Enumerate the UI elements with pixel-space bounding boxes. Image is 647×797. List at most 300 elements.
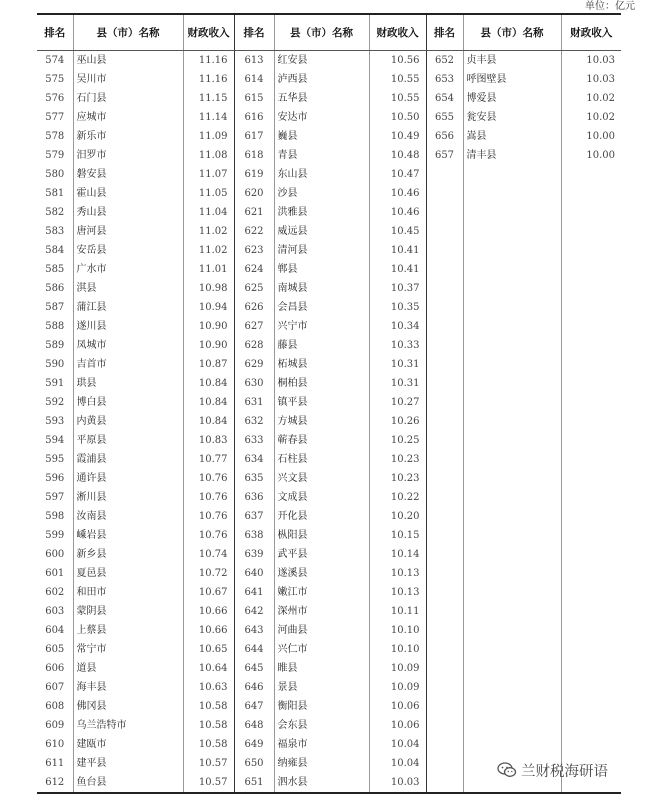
revenue-cell: 10.11 (369, 602, 426, 621)
county-name-cell: 巍县 (274, 127, 369, 146)
county-name-cell: 石门县 (73, 89, 183, 108)
rank-cell: 624 (234, 260, 274, 279)
empty-cell (463, 336, 561, 355)
empty-cell (463, 526, 561, 545)
revenue-cell: 10.27 (369, 393, 426, 412)
county-name-cell: 新乡县 (73, 545, 183, 564)
table-row (37, 640, 621, 659)
empty-cell (561, 393, 621, 412)
empty-cell (426, 488, 463, 507)
empty-cell (463, 488, 561, 507)
rank-cell: 654 (426, 89, 463, 108)
revenue-cell: 10.10 (369, 621, 426, 640)
rank-cell: 637 (234, 507, 274, 526)
empty-cell (426, 659, 463, 678)
revenue-cell: 10.15 (369, 526, 426, 545)
empty-cell (561, 678, 621, 697)
table-row (37, 602, 621, 621)
empty-cell (463, 450, 561, 469)
rank-cell: 609 (37, 716, 73, 735)
revenue-cell: 10.41 (369, 241, 426, 260)
rank-cell: 621 (234, 203, 274, 222)
rank-cell: 579 (37, 146, 73, 165)
county-name-cell: 方城县 (274, 412, 369, 431)
empty-cell (426, 716, 463, 735)
empty-cell (463, 659, 561, 678)
empty-cell (426, 621, 463, 640)
revenue-cell: 10.76 (183, 526, 234, 545)
revenue-cell: 10.45 (369, 222, 426, 241)
empty-cell (561, 621, 621, 640)
table-row (37, 203, 621, 222)
revenue-cell: 10.83 (183, 431, 234, 450)
revenue-cell: 10.56 (369, 50, 426, 70)
empty-cell (463, 640, 561, 659)
table-row (37, 355, 621, 374)
revenue-cell: 10.46 (369, 203, 426, 222)
revenue-cell: 10.02 (586, 111, 615, 123)
revenue-cell: 10.06 (369, 716, 426, 735)
rank-cell: 576 (37, 89, 73, 108)
revenue-cell: 10.35 (369, 298, 426, 317)
revenue-cell: 11.14 (183, 108, 234, 127)
county-name-cell: 清河县 (274, 241, 369, 260)
county-name-cell: 呼图壁县 (463, 70, 561, 89)
revenue-cell: 10.22 (369, 488, 426, 507)
revenue-cell: 10.74 (183, 545, 234, 564)
revenue-cell: 10.46 (369, 184, 426, 203)
county-name-cell: 霞浦县 (73, 450, 183, 469)
rank-cell: 626 (234, 298, 274, 317)
empty-cell (426, 697, 463, 716)
revenue-cell: 10.65 (183, 640, 234, 659)
empty-cell (463, 545, 561, 564)
revenue-cell: 10.58 (183, 697, 234, 716)
rank-cell: 630 (234, 374, 274, 393)
empty-cell (426, 678, 463, 697)
revenue-cell: 10.76 (183, 507, 234, 526)
rank-cell: 618 (234, 146, 274, 165)
empty-cell (426, 564, 463, 583)
county-name-cell: 镇平县 (274, 393, 369, 412)
table-row (37, 393, 621, 412)
revenue-cell: 10.77 (183, 450, 234, 469)
empty-cell (561, 412, 621, 431)
rank-cell: 611 (37, 754, 73, 773)
county-name-cell: 嵊岩县 (73, 526, 183, 545)
county-name-cell: 红安县 (274, 50, 369, 70)
rank-cell: 627 (234, 317, 274, 336)
revenue-cell: 10.34 (369, 317, 426, 336)
rank-cell: 617 (234, 127, 274, 146)
header-rank: 排名 (37, 14, 73, 50)
revenue-cell: 10.33 (369, 336, 426, 355)
empty-cell (463, 697, 561, 716)
revenue-cell: 11.04 (183, 203, 234, 222)
county-name-cell: 淇县 (73, 279, 183, 298)
rank-cell: 623 (234, 241, 274, 260)
revenue-cell: 10.25 (369, 431, 426, 450)
revenue-cell: 10.66 (183, 602, 234, 621)
table-row (37, 298, 621, 317)
table-row (37, 564, 621, 583)
empty-cell (426, 640, 463, 659)
empty-cell (426, 450, 463, 469)
rank-cell: 599 (37, 526, 73, 545)
revenue-cell: 10.76 (183, 469, 234, 488)
revenue-cell: 10.13 (369, 564, 426, 583)
county-name-cell: 蒲江县 (73, 298, 183, 317)
table-body (37, 50, 621, 793)
county-name-cell: 磐安县 (73, 165, 183, 184)
revenue-cell: 10.41 (369, 260, 426, 279)
revenue-cell: 10.63 (183, 678, 234, 697)
county-name-cell: 藤县 (274, 336, 369, 355)
county-name-cell: 兴仁市 (274, 640, 369, 659)
rank-cell: 642 (234, 602, 274, 621)
empty-cell (561, 260, 621, 279)
rank-cell: 620 (234, 184, 274, 203)
table-row (37, 146, 621, 165)
county-name-cell: 应城市 (73, 108, 183, 127)
county-name-cell: 兴文县 (274, 469, 369, 488)
table-row (37, 50, 621, 70)
county-name-cell: 东山县 (274, 165, 369, 184)
county-name-cell: 安岳县 (73, 241, 183, 260)
table-row (37, 735, 621, 754)
revenue-cell: 11.02 (183, 241, 234, 260)
table-row (37, 279, 621, 298)
empty-cell (463, 735, 561, 754)
rank-cell: 656 (426, 127, 463, 146)
rank-cell: 655 (426, 108, 463, 127)
revenue-cell: 10.23 (369, 450, 426, 469)
empty-cell (463, 507, 561, 526)
header-name: 县（市）名称 (463, 14, 561, 50)
county-name-cell: 南城县 (274, 279, 369, 298)
table-row (37, 108, 621, 127)
revenue-cell: 10.98 (183, 279, 234, 298)
empty-cell (561, 583, 621, 602)
county-name-cell: 博爱县 (463, 89, 561, 108)
revenue-cell: 11.08 (183, 146, 234, 165)
rank-cell: 578 (37, 127, 73, 146)
empty-cell (463, 621, 561, 640)
revenue-cell: 10.90 (183, 336, 234, 355)
empty-cell (426, 355, 463, 374)
empty-cell (426, 222, 463, 241)
empty-cell (561, 564, 621, 583)
rank-cell: 604 (37, 621, 73, 640)
rank-cell: 650 (234, 754, 274, 773)
revenue-cell: 10.09 (369, 659, 426, 678)
rank-cell: 610 (37, 735, 73, 754)
rank-cell: 603 (37, 602, 73, 621)
rank-cell: 640 (234, 564, 274, 583)
revenue-cell: 11.02 (183, 222, 234, 241)
revenue-cell: 10.84 (183, 393, 234, 412)
rank-cell: 606 (37, 659, 73, 678)
empty-cell (463, 678, 561, 697)
table-row (37, 507, 621, 526)
county-name-cell: 新乐市 (73, 127, 183, 146)
revenue-cell: 10.06 (369, 697, 426, 716)
rank-cell: 593 (37, 412, 73, 431)
rank-cell: 614 (234, 70, 274, 89)
rank-cell: 588 (37, 317, 73, 336)
table-row (37, 716, 621, 735)
header-rank: 排名 (426, 14, 463, 50)
table-row (37, 678, 621, 697)
empty-cell (426, 754, 463, 773)
empty-cell (463, 165, 561, 184)
empty-cell (426, 412, 463, 431)
header-revenue: 财政收入 (561, 14, 621, 50)
empty-cell (463, 298, 561, 317)
empty-cell (463, 184, 561, 203)
revenue-cell: 10.09 (369, 678, 426, 697)
rank-cell: 596 (37, 469, 73, 488)
rank-cell: 625 (234, 279, 274, 298)
revenue-cell: 10.04 (369, 754, 426, 773)
revenue-cell: 10.03 (586, 73, 615, 85)
revenue-cell: 10.94 (183, 298, 234, 317)
rank-cell: 657 (426, 146, 463, 165)
county-name-cell: 嵩县 (463, 127, 561, 146)
table-row (37, 184, 621, 203)
county-name-cell: 海丰县 (73, 678, 183, 697)
county-name-cell: 上蔡县 (73, 621, 183, 640)
rank-cell: 616 (234, 108, 274, 127)
empty-cell (561, 298, 621, 317)
empty-cell (463, 355, 561, 374)
county-name-cell: 安达市 (274, 108, 369, 127)
county-name-cell: 威远县 (274, 222, 369, 241)
revenue-cell: 10.50 (369, 108, 426, 127)
empty-cell (561, 659, 621, 678)
empty-cell (426, 393, 463, 412)
empty-cell (561, 602, 621, 621)
empty-cell (426, 602, 463, 621)
revenue-cell: 10.67 (183, 583, 234, 602)
revenue-cell: 10.10 (369, 640, 426, 659)
empty-cell (463, 317, 561, 336)
rank-cell: 648 (234, 716, 274, 735)
county-name-cell: 睢县 (274, 659, 369, 678)
table-row (37, 165, 621, 184)
table-row (37, 222, 621, 241)
rank-cell: 631 (234, 393, 274, 412)
table-row (37, 488, 621, 507)
empty-cell (561, 355, 621, 374)
county-name-cell: 建平县 (73, 754, 183, 773)
county-name-cell: 文成县 (274, 488, 369, 507)
rank-cell: 605 (37, 640, 73, 659)
county-name-cell: 泗水县 (274, 773, 369, 793)
county-name-cell: 贞丰县 (463, 50, 561, 70)
revenue-cell: 10.58 (183, 735, 234, 754)
county-name-cell: 福泉市 (274, 735, 369, 754)
rank-cell: 584 (37, 241, 73, 260)
empty-cell (426, 336, 463, 355)
county-name-cell: 常宁市 (73, 640, 183, 659)
empty-cell (426, 165, 463, 184)
empty-cell (561, 545, 621, 564)
county-name-cell: 吉首市 (73, 355, 183, 374)
revenue-cell: 10.04 (369, 735, 426, 754)
county-name-cell: 淅川县 (73, 488, 183, 507)
rank-cell: 587 (37, 298, 73, 317)
rank-cell: 632 (234, 412, 274, 431)
empty-cell (426, 279, 463, 298)
empty-cell (426, 374, 463, 393)
table-row (37, 450, 621, 469)
revenue-cell: 11.16 (183, 50, 234, 70)
empty-cell (561, 279, 621, 298)
revenue-cell: 10.02 (586, 92, 615, 104)
revenue-cell: 11.07 (183, 165, 234, 184)
empty-cell (426, 241, 463, 260)
revenue-cell: 10.66 (183, 621, 234, 640)
rank-cell: 613 (234, 50, 274, 70)
county-name-cell: 吴川市 (73, 70, 183, 89)
empty-cell (463, 241, 561, 260)
empty-cell (561, 526, 621, 545)
revenue-cell: 11.16 (183, 70, 234, 89)
rank-cell: 628 (234, 336, 274, 355)
county-name-cell: 珙县 (73, 374, 183, 393)
rank-cell: 601 (37, 564, 73, 583)
empty-cell (463, 374, 561, 393)
county-name-cell: 博白县 (73, 393, 183, 412)
table-row (37, 583, 621, 602)
empty-cell (561, 184, 621, 203)
header-revenue: 财政收入 (183, 14, 234, 50)
county-name-cell: 洪雅县 (274, 203, 369, 222)
county-name-cell: 兴宁市 (274, 317, 369, 336)
county-name-cell: 鱼台县 (73, 773, 183, 793)
rank-cell: 612 (37, 773, 73, 793)
rank-cell: 619 (234, 165, 274, 184)
empty-cell (463, 469, 561, 488)
revenue-cell: 10.76 (183, 488, 234, 507)
county-name-cell: 会昌县 (274, 298, 369, 317)
empty-cell (561, 374, 621, 393)
table-row (37, 469, 621, 488)
rank-cell: 634 (234, 450, 274, 469)
revenue-cell: 11.09 (183, 127, 234, 146)
revenue-cell: 10.49 (369, 127, 426, 146)
county-name-cell: 五华县 (274, 89, 369, 108)
rank-cell: 649 (234, 735, 274, 754)
county-name-cell: 衡阳县 (274, 697, 369, 716)
rank-cell: 598 (37, 507, 73, 526)
empty-cell (426, 431, 463, 450)
revenue-cell: 10.26 (369, 412, 426, 431)
rank-cell: 592 (37, 393, 73, 412)
empty-cell (463, 260, 561, 279)
table-row (37, 659, 621, 678)
empty-cell (561, 735, 621, 754)
table-row (37, 317, 621, 336)
rank-cell: 647 (234, 697, 274, 716)
county-name-cell: 巫山县 (73, 50, 183, 70)
revenue-cell: 10.90 (183, 317, 234, 336)
empty-cell (561, 716, 621, 735)
table-row (37, 621, 621, 640)
rank-cell: 577 (37, 108, 73, 127)
county-name-cell: 遂川县 (73, 317, 183, 336)
table-row (37, 241, 621, 260)
rank-cell: 629 (234, 355, 274, 374)
watermark-text: 兰财税海研语 (521, 763, 608, 780)
rank-cell: 644 (234, 640, 274, 659)
rank-cell: 575 (37, 70, 73, 89)
table-row (37, 431, 621, 450)
county-name-cell: 夏邑县 (73, 564, 183, 583)
revenue-cell: 11.05 (183, 184, 234, 203)
empty-cell (426, 260, 463, 279)
table-row (37, 374, 621, 393)
empty-cell (426, 317, 463, 336)
revenue-cell: 10.72 (183, 564, 234, 583)
table-row (37, 336, 621, 355)
revenue-cell: 10.84 (183, 374, 234, 393)
rank-cell: 591 (37, 374, 73, 393)
county-name-cell: 建瓯市 (73, 735, 183, 754)
empty-cell (561, 507, 621, 526)
county-name-cell: 道县 (73, 659, 183, 678)
rank-cell: 638 (234, 526, 274, 545)
county-name-cell: 内黄县 (73, 412, 183, 431)
county-name-cell: 沙县 (274, 184, 369, 203)
empty-cell (463, 412, 561, 431)
empty-cell (426, 583, 463, 602)
empty-cell (561, 336, 621, 355)
empty-cell (463, 583, 561, 602)
rank-cell: 643 (234, 621, 274, 640)
revenue-cell: 10.31 (369, 374, 426, 393)
rank-cell: 635 (234, 469, 274, 488)
revenue-cell: 10.03 (586, 54, 615, 66)
rank-cell: 607 (37, 678, 73, 697)
rank-cell: 597 (37, 488, 73, 507)
county-name-cell: 和田市 (73, 583, 183, 602)
empty-cell (426, 507, 463, 526)
county-name-cell: 蒙阴县 (73, 602, 183, 621)
county-name-cell: 开化县 (274, 507, 369, 526)
empty-cell (463, 431, 561, 450)
rank-cell: 581 (37, 184, 73, 203)
empty-cell (561, 241, 621, 260)
rank-cell: 651 (234, 773, 274, 793)
empty-cell (561, 488, 621, 507)
rank-cell: 590 (37, 355, 73, 374)
wechat-icon (497, 762, 517, 778)
revenue-cell: 10.57 (183, 754, 234, 773)
empty-cell (463, 393, 561, 412)
county-name-cell: 平原县 (73, 431, 183, 450)
rank-cell: 594 (37, 431, 73, 450)
table-row (37, 70, 621, 89)
revenue-cell: 10.03 (369, 773, 426, 793)
county-name-cell: 凤城市 (73, 336, 183, 355)
county-name-cell: 武平县 (274, 545, 369, 564)
rank-cell: 574 (37, 50, 73, 70)
table-row (37, 697, 621, 716)
county-name-cell: 佛冈县 (73, 697, 183, 716)
rank-cell: 639 (234, 545, 274, 564)
